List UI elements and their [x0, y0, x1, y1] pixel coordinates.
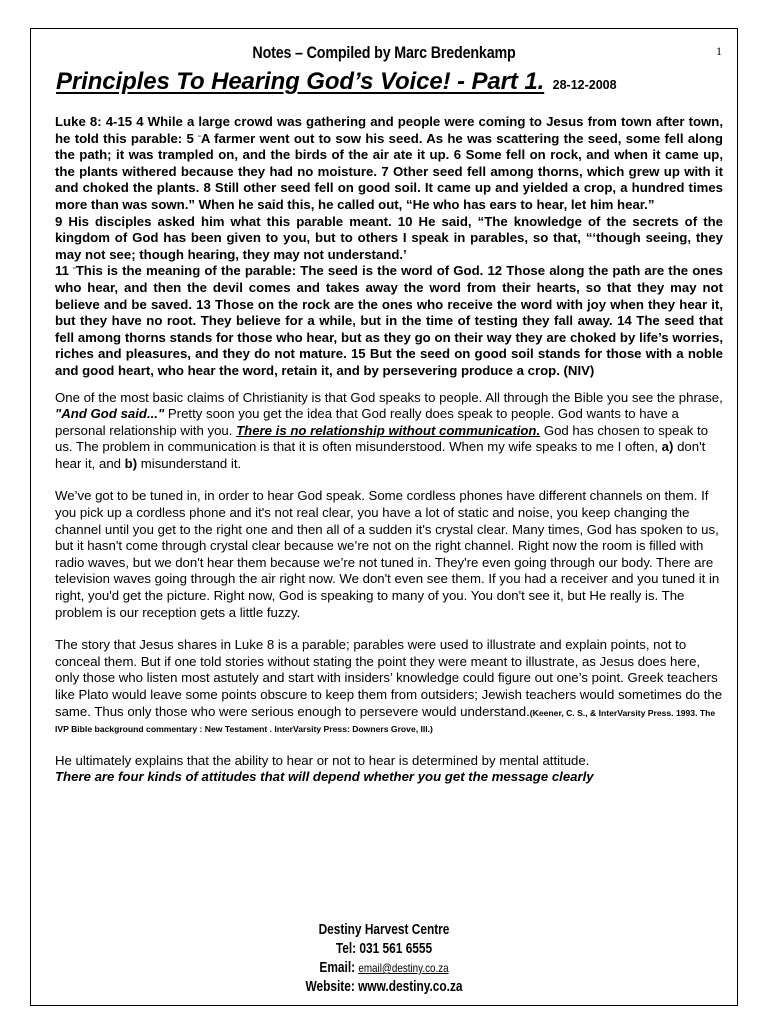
compiled-by: Notes – Compiled by Marc Bredenkamp — [252, 43, 516, 62]
content — [55, 114, 723, 802]
footer-website[interactable]: Website: www.destiny.co.za — [305, 979, 463, 995]
scripture-para-1: Luke 8: 4-15 4 While a large crowd was gathering and people were coming to Jesus from town after town, he told this parable: 5 “A farmer went out to sow his seed. As he was scattering the seed, some fell along the path; it was trampled on, and the birds of the air ate it up. 6 Some fell on rock, and when it came up, the plants withered because they had no moisture. 7 Other seed fell among thorns, which grew up with it and choked the plants. 8 Still other seed fell on good soil. It came up and yielded a crop, a hundred times more than was sown.” When he said this, he called out, “He who has ears to hear, let him hear.” — [55, 114, 723, 212]
scripture-passage — [55, 114, 723, 380]
page-title: Principles To Hearing God’s Voice! - Part 1. — [56, 68, 545, 95]
footer-email: Email: email@destiny.co.za — [319, 960, 449, 976]
footer-tel: Tel: 031 561 6555 — [335, 941, 433, 957]
body-text — [55, 390, 723, 786]
body-para-1: One of the most basic claims of Christianity is that God speaks to people. All through the Bible you see the phrase, "And God said..." Pretty soon you get the idea that God really does speak to people. God wants to have a personal relationship with you. There is no relationship without communication. God has chosen to speak to us. The problem in communication is that it is often misunderstood. When my wife speaks to me I often, a) don't hear it, and b) misunderstand it. — [55, 389, 723, 471]
page-number: 1 — [716, 44, 722, 58]
scripture-para-3: 11 “This is the meaning of the parable: The seed is the word of God. 12 Those along the path are the ones who hear, and then the devil comes and takes away the word from their hearts, so that they may not believe and be saved. 13 Those on the rock are the ones who receive the word with joy when they hear it, but they have no root. They believe for a while, but in the time of testing they fall away. 14 The seed that fell among thorns stands for those who hear, but as they go on their way they are choked by life’s worries, riches and pleasures, and they do not mature. 15 But the seed on good soil stands for those with a noble and good heart, who hear the word, retain it, and by persevering produce a crop. (NIV) — [55, 263, 723, 378]
scripture-para-2: 9 His disciples asked him what this parable meant. 10 He said, “The knowledge of the secrets of the kingdom of God has been given to you, but to others I speak in parables, so that, “‘though seeing, they may not see; though hearing, they may not understand.’ — [55, 213, 723, 262]
footer-org: Destiny Harvest Centre — [318, 922, 450, 938]
citation: (Keener, C. S., & InterVarsity Press. 1993. The IVP Bible background commentary : New Testament . InterVarsity Press: Downers Grove, Ill.) — [55, 707, 716, 735]
body-para-4: He ultimately explains that the ability to hear or not to hear is determined by mental attitude. There are four kinds of attitudes that will depend whether you get the message clearly — [55, 752, 594, 785]
date: 28-12-2008 — [552, 78, 617, 92]
title-line — [56, 68, 617, 96]
footer — [0, 921, 768, 997]
body-para-3: The story that Jesus shares in Luke 8 is a parable; parables were used to illustrate and explain points, not to conceal them. But if one told stories without stating the point they were meant to illustrate, as Jesus does here, only those who listen most astutely and start with insiders’ knowledge could figure out one’s point. Greek teachers like Plato would leave some points obscure to keep them from outsiders; Jewish teachers would sometimes do the same. Thus only those who were serious enough to persevere would understand.(Keener, C. S., & InterVarsity Press. 1993. The IVP Bible background commentary : New Testament . InterVarsity Press: Downers Grove, Ill.) — [55, 637, 723, 735]
body-para-2: We’ve got to be tuned in, in order to hear God speak. Some cordless phones have different channels on them. If you pick up a cordless phone and it's not real clear, you have a lot of static and noise, you keep changing the channel until you get to the right one and then all of a sudden it's crystal clear. Many times, God has spoken to us, but it hasn't come through crystal clear because we’re not on the right channel. Right now the room is filled with radio waves, but we don't hear them because we’re not tuned in. They're even going through our body. There are television waves going through the air right now. We don't even see them. If you had a receiver and you tuned it in right, you'd get the picture. Right now, God is speaking to many of you. You don't see it, but He really is. The problem is our reception gets a little fuzzy. — [55, 488, 720, 620]
email-link[interactable]: email@destiny.co.za — [358, 961, 449, 975]
emphasis-relationship: There is no relationship without communication. — [236, 422, 541, 438]
